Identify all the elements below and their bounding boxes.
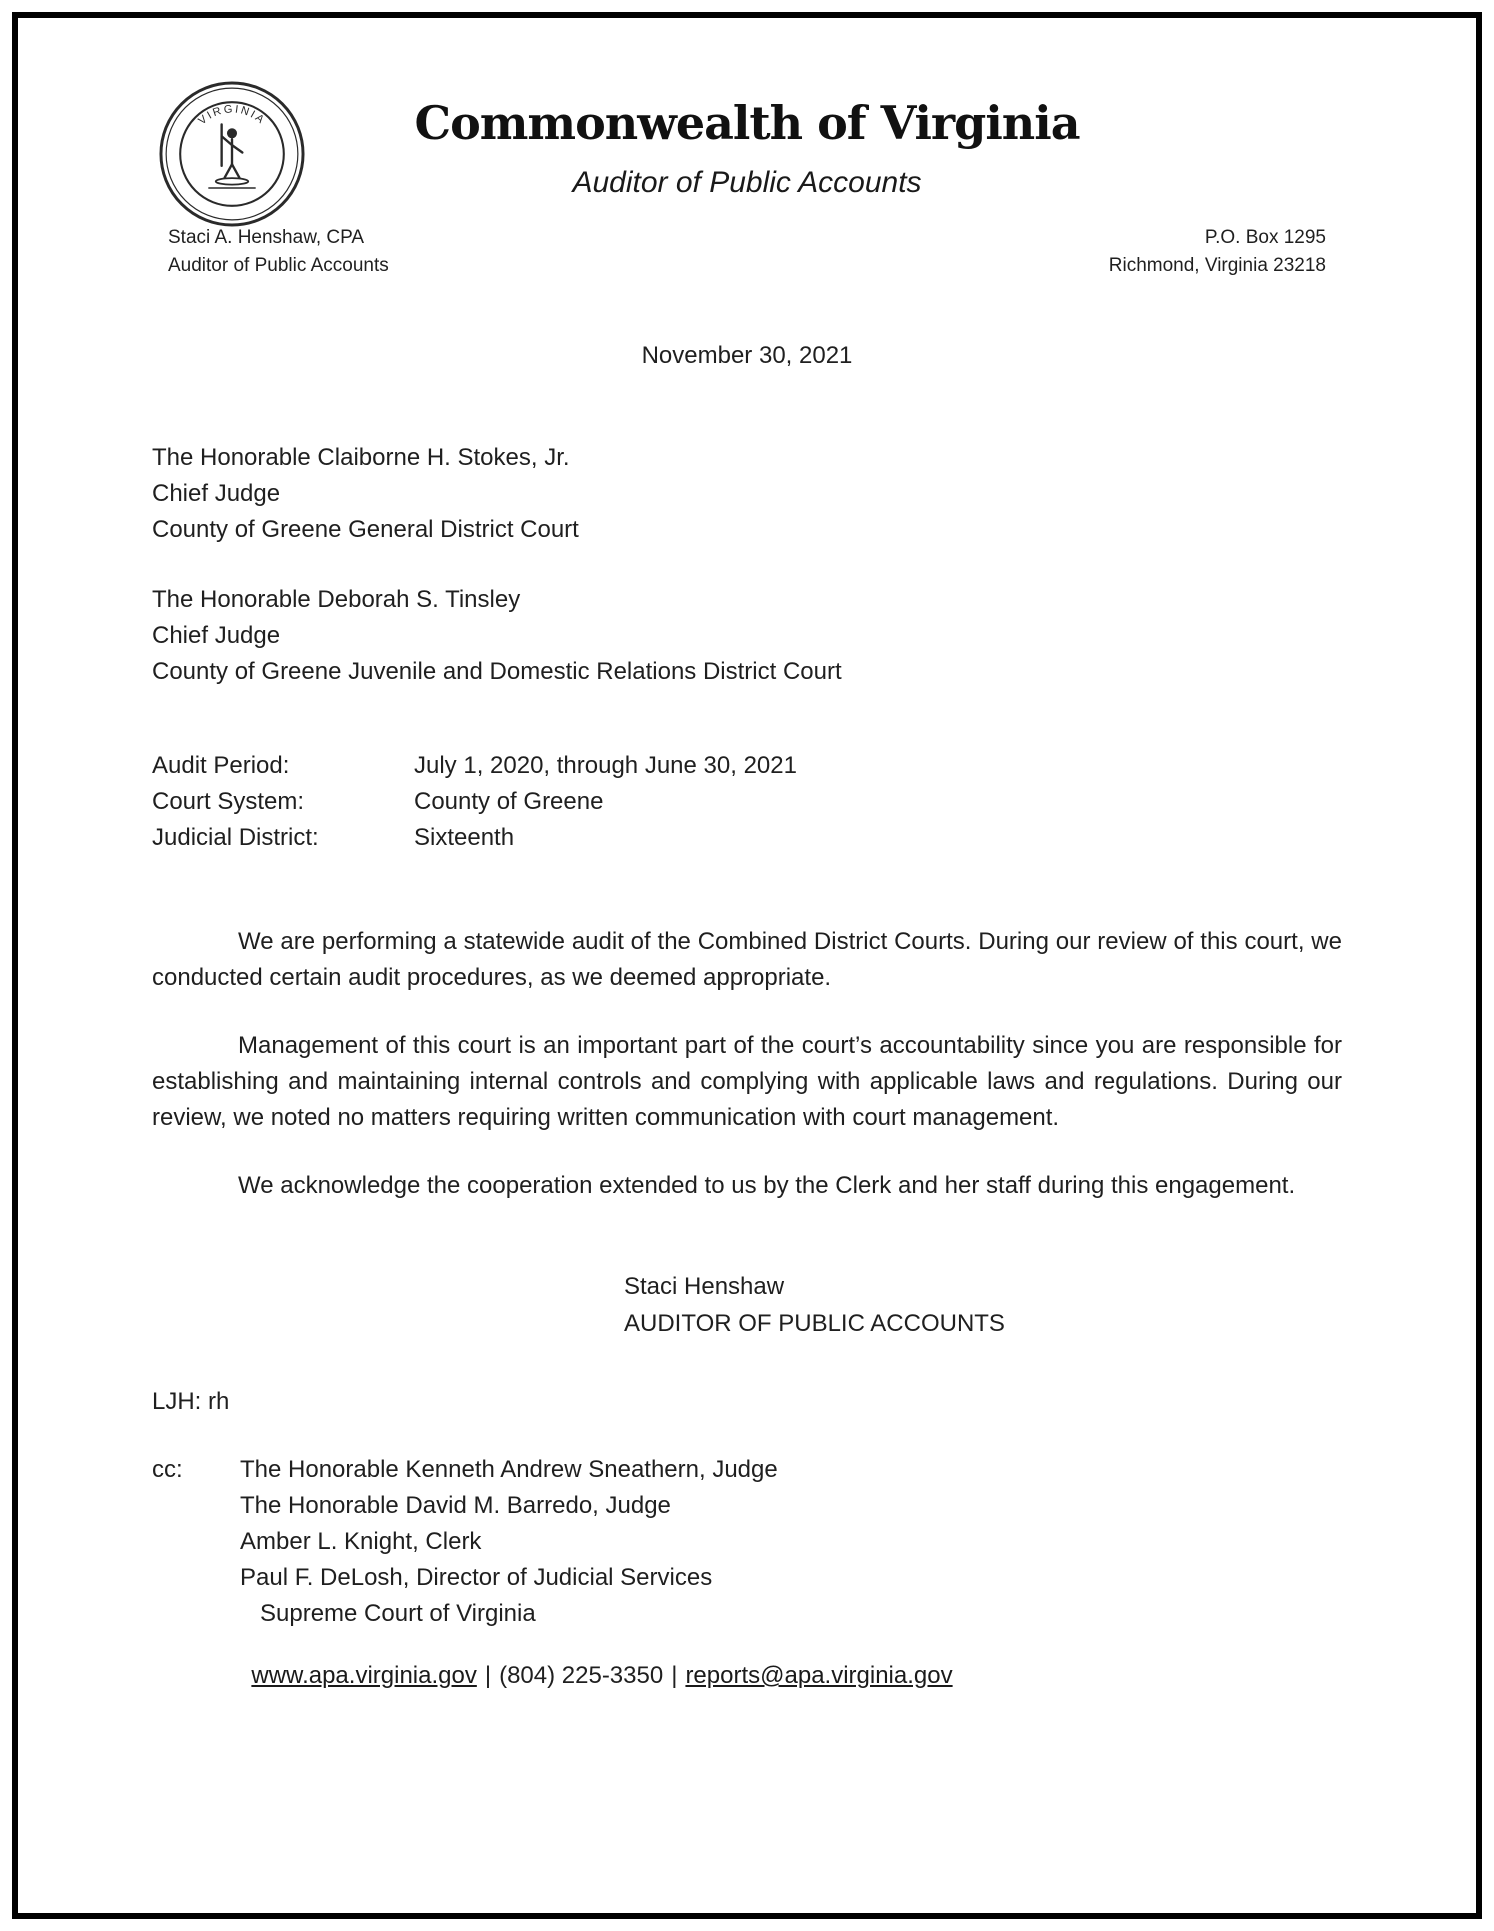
auditor-name: Staci A. Henshaw, CPA [168,227,365,248]
recipient-block [152,440,1342,548]
cc-block [152,1452,1342,1632]
signature-title: AUDITOR OF PUBLIC ACCOUNTS [624,1310,1005,1337]
cc-list-item: Paul F. DeLosh, Director of Judicial Services [240,1564,713,1591]
recipient-court: County of Greene Juvenile and Domestic Relations District Court [152,658,842,685]
letterhead-contact-row [152,224,1342,280]
virginia-state-seal-icon [158,80,306,228]
court-system-label: Court System: [152,788,305,815]
letterhead-title: Commonwealth of Virginia [414,96,1080,150]
letter-body [152,924,1342,1204]
audit-info-row [152,820,1342,856]
audit-period-label: Audit Period: [152,752,290,779]
recipient-name: The Honorable Claiborne H. Stokes, Jr. [152,444,570,471]
signature-block [624,1268,1342,1342]
address-city-state: Richmond, Virginia 23218 [1108,255,1326,276]
letter-date: November 30, 2021 [641,342,853,369]
letter-page [12,12,1482,1919]
website-link[interactable]: www.apa.virginia.gov [251,1662,477,1689]
cc-list-item: Supreme Court of Virginia [260,1600,536,1627]
recipient-title: Chief Judge [152,622,281,649]
cc-list-item: Amber L. Knight, Clerk [240,1528,482,1555]
body-paragraph: We are performing a statewide audit of the Combined District Courts. During our review of this court, we conducted certain audit procedures, as we deemed appropriate. [152,928,1342,991]
audit-info-table [152,748,1342,856]
letter-footer [152,1662,1052,1690]
office-address-block [1109,224,1326,280]
audit-period-value: July 1, 2020, through June 30, 2021 [414,752,797,779]
signature-name: Staci Henshaw [624,1273,785,1300]
cc-label: cc: [152,1456,183,1483]
svg-text:VIRGINIA: VIRGINIA [196,103,268,128]
recipient-title: Chief Judge [152,480,281,507]
cc-list [240,1452,1342,1632]
body-paragraph: Management of this court is an important part of the court’s accountability since you are responsible for establishing and maintaining internal controls and complying with applicable laws and regulations. During our review, we noted no matters requiring written communication with court management. [152,1032,1342,1131]
court-system-value: County of Greene [414,788,604,815]
recipient-block [152,582,1342,690]
recipient-court: County of Greene General District Court [152,516,579,543]
audit-info-row [152,784,1342,820]
recipient-name: The Honorable Deborah S. Tinsley [152,586,521,613]
cc-list-item: The Honorable David M. Barredo, Judge [240,1492,671,1519]
judicial-district-label: Judicial District: [152,824,319,851]
audit-info-row [152,748,1342,784]
letter-content [18,18,1476,1690]
letterhead [152,18,1342,280]
email-link[interactable]: reports@apa.virginia.gov [685,1662,953,1689]
auditor-contact-block [168,224,389,280]
footer-separator: | [671,1662,678,1689]
letterhead-subtitle: Auditor of Public Accounts [572,166,922,199]
body-paragraph: We acknowledge the cooperation extended to us by the Clerk and her staff during this engagement. [238,1172,1296,1199]
reference-initials: LJH: rh [152,1388,230,1415]
phone-number: (804) 225-3350 [499,1662,664,1689]
auditor-title: Auditor of Public Accounts [168,255,389,276]
cc-list-item: The Honorable Kenneth Andrew Sneathern, Judge [240,1456,778,1483]
judicial-district-value: Sixteenth [414,824,515,851]
address-po-box: P.O. Box 1295 [1204,227,1326,248]
footer-separator: | [484,1662,492,1689]
